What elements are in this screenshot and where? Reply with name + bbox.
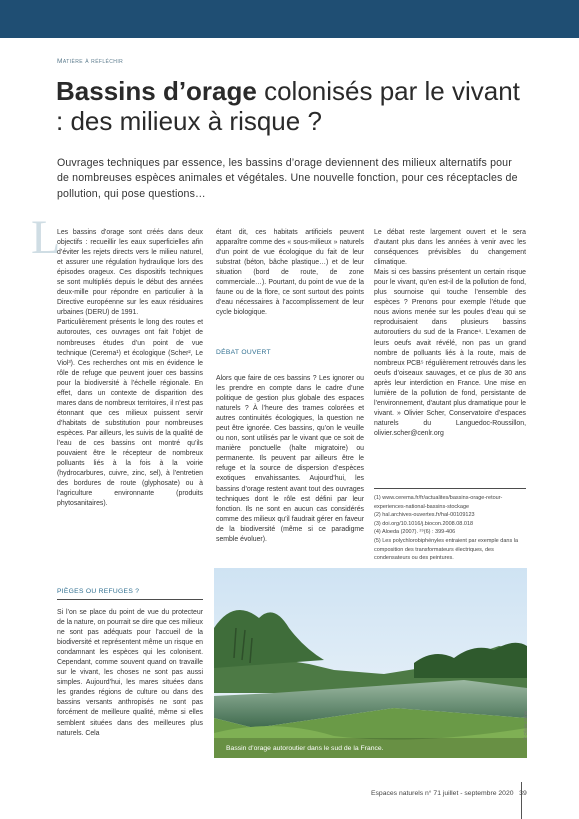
paragraph: Les bassins d’orage sont créés dans deux objectifs : recueillir les eaux superficielles afin d’éviter les rejets directs vers le milieu naturel, et assurer une régulation hydraulique lors des épisodes orageux. Ces dispositifs techniques se sont multipliés depuis le début des années deux-mille pour répondre en particulier à la Directive européenne sur les eaux résiduaires urbaines (DERU) de 1991. bbox=[57, 229, 203, 317]
column-2-continued bbox=[216, 374, 364, 545]
section-heading-debat: DÉBAT OUVERT bbox=[216, 349, 271, 356]
footnotes bbox=[374, 494, 526, 563]
article-title bbox=[56, 76, 526, 136]
notes-rule bbox=[374, 488, 526, 489]
section-heading-pieges: PIÈGES OU REFUGES ? bbox=[57, 588, 140, 595]
section-rubric: Matière à réfléchir bbox=[57, 58, 124, 65]
column-1-continued bbox=[57, 608, 203, 739]
footnote: (5) Les polychlorobiphényles entraient par exemple dans la composition des transformateurs électriques, des condensateurs ou des peintures. bbox=[374, 537, 519, 562]
photo-credit: © Olivier Scher bbox=[523, 710, 528, 740]
drop-cap: L bbox=[31, 211, 61, 264]
photo-caption: Bassin d’orage autoroutier dans le sud de la France. bbox=[226, 745, 384, 752]
page-footer: Espaces naturels n° 71 juillet - septembre 2020 39 bbox=[371, 790, 527, 797]
paragraph: étant dit, ces habitats artificiels peuvent apparaître comme des « sous-milieux » naturels d’un point de vue écologique du fait de leur substrat (béton, bâche plastique…) et de leur situation (bord de route, de zone commerciale…). Pourtant, du point de vue de la faune ou de la flore, ce sont surtout des points d’eau nécessaires à l’accomplissement de leur cycle biologique. bbox=[216, 229, 364, 317]
paragraph: Le débat reste largement ouvert et le sera d’autant plus dans les années à venir avec les conséquences prévisibles du changement climatique. Mais si ces bassins présentent un certain risque pour le vivant, qu’en est-il de la pollution de fond, plus sournoise qui touche l’ensemble des espèces ? Prenons pour exemple l’étude que nous avions menée sur les poules d’eau qui se reproduisaient dans plusieurs bassins autoroutiers du sud de la France⁴. L’examen de leurs oeufs avait révélé, non pas un grand nombre de polluants liés à la route, mais de nombreux PCB⁵ régulièrement retrouvés dans les oeufs d’oiseaux sauvages, et ce plus de 30 ans après leur interdiction en France. Une mise en lumière de la pollution de fond, persistante de l’environnement, d’autant plus dramatique pour le vivant. » Olivier Scher, Conservatoire d’espaces naturels du Languedoc-Roussillon, olivier.scher@cenlr.org bbox=[374, 229, 526, 437]
folio-rule bbox=[521, 782, 522, 819]
title-bold: Bassins d’orage bbox=[56, 76, 257, 106]
footnote: (3) doi.org/10.1016/j.biocon.2008.08.018 bbox=[374, 520, 474, 527]
footnote: (4) Aloeda (2007). ²⁹(6) : 399-406 bbox=[374, 529, 456, 536]
paragraph: Alors que faire de ces bassins ? Les ignorer ou les prendre en compte dans le cadre d’une politique de gestion plus globale des espaces naturels ? À l’heure des trames colorées et autres continuités écologiques, la question ne peut être ignorée. Ces bassins, qu’on le veuille ou non, sont utilisés par le vivant que ce soit de manière ponctuelle (halte migratoire) ou permanente. Ils peuvent par ailleurs être le refuge et la source de dispersion d’espèces exotiques envahissantes. Aujourd’hui, les bassins d’orage restent avant tout des ouvrages techniques dont le rôle est défini par leur fonction. Ils ne sont en aucun cas considérés comme des milieux qu’il faudrait gérer en faveur de la biodiversité (même si ce paradigme semble évoluer). bbox=[216, 375, 364, 543]
article-photo bbox=[214, 568, 527, 758]
footnote: (1) www.cerema.fr/fr/actualites/bassins-orage-retour-experiences-national-bassins-stockage bbox=[374, 495, 503, 510]
paragraph: Particulièrement présents le long des routes et autoroutes, ces ouvrages ont fait l’objet de nombreuses études d’un point de vue technique (Cerema¹) et écologique (Scher², Le Viol³). Ces recherches ont mis en évidence le rôle de refuge que peuvent jouer ces bassins pour la biodiversité à l’échelle régionale. En effet, dans un contexte de disparition des mares dans de nombreux territoires, il n’est pas étonnant que ces milieux puissent servir d’habitats de substitution pour nombreuses espèces. Par ailleurs, les suivis de la qualité de l’eau de ces bassins ont montré qu’ils pouvaient être le récepteur de nombreux polluants liés à la fois à la voirie (hydrocarbures, cuivre, zinc, sel), à l’entretien des bordures de route (glyphosate) ou à l’agriculture environnante (produits phytosanitaires). bbox=[57, 319, 203, 508]
article-lead: Ouvrages techniques par essence, les bassins d’orage deviennent des milieux alternatifs pour de nombreuses espèces animales et végétales. Une nouvelle fonction, pour ces réceptacles de pollution, qui pose questions… bbox=[57, 157, 518, 200]
column-1 bbox=[57, 228, 203, 509]
heading-rule bbox=[57, 599, 203, 600]
title-rest: colonisés par le vivant : des milieux à risque ? bbox=[56, 76, 520, 136]
column-2 bbox=[216, 228, 364, 318]
column-3 bbox=[374, 228, 526, 439]
footnote: (2) hal.archives-ouvertes.fr/hal-00109123 bbox=[374, 512, 475, 519]
paragraph: Si l’on se place du point de vue du protecteur de la nature, on pourrait se dire que ces milieux ne sont pas adéquats pour l’accueil de la biodiversité et représentent même un risque en condamnant les espèces qui les colonisent. Cependant, comme souvent quand on travaille sur le vivant, les choses ne sont pas aussi simples. Aujourd’hui, les mares situées dans les grandes régions de culture ou dans des bassins versants anthropisés ne sont pas forcément de meilleure qualité, même si elles semblent situées dans des meilleures plus naturels. Cela bbox=[57, 609, 203, 737]
top-banner bbox=[0, 0, 579, 38]
